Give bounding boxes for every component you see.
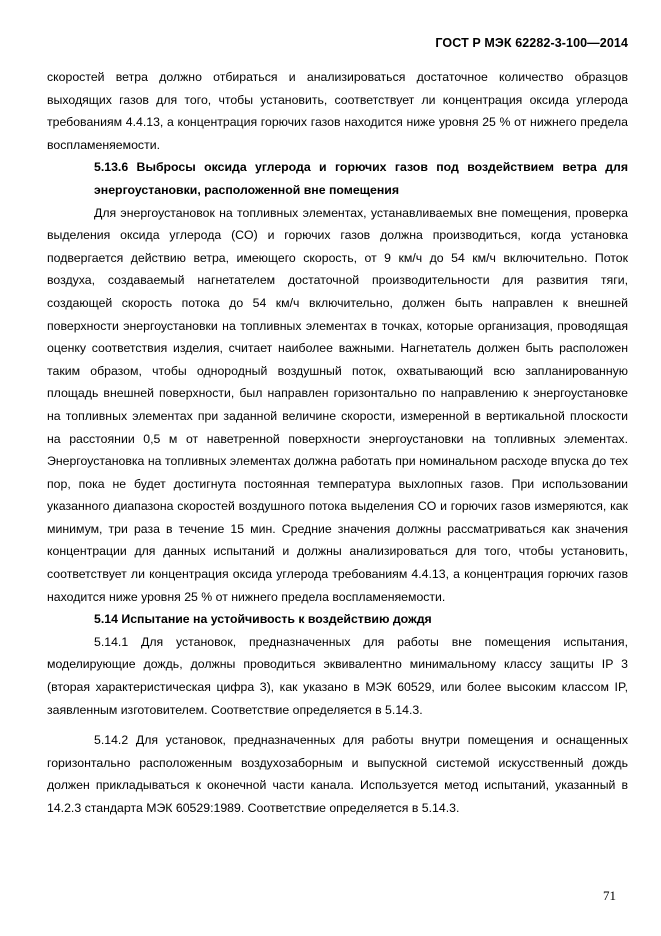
page-number: 71 — [603, 888, 616, 903]
paragraph-5-14-2: 5.14.2 Для установок, предназначенных для работы внутри помещения и оснащенных горизонтально расположенным воздухозаборным и выпускной системой искусственный дождь должен прикладываться к оконечной части канала. Используется метод испытаний, указанный в 14.2.3 стандарта МЭК 60529:1989. Соответствие определяется в 5.14.3. — [47, 733, 628, 815]
document-header-code: ГОСТ Р МЭК 62282-3-100—2014 — [435, 36, 628, 50]
paragraph-5-14-1: 5.14.1 Для установок, предназначенных для работы вне помещения испытания, моделирующие дождь, должны проводиться эквивалентно минимальному классу защиты IP 3 (вторая характеристическая цифра 3), как указано в МЭК 60529, или более высоким классом IP, заявленным изготовителем. Соответствие определяется в 5.14.3. — [47, 634, 628, 717]
section-heading-5-13-6: 5.13.6 Выбросы оксида углерода и горючих газов под воздействием ветра для энергоустановки, расположенной вне помещения — [94, 160, 628, 197]
document-body — [47, 66, 628, 820]
paragraph-wind-test: Для энергоустановок на топливных элементах, устанавливаемых вне помещения, проверка выделения оксида углерода (CO) и горючих газов должна производиться, когда установка подвергается действию ветра, имеющего скорость, от 9 км/ч до 54 км/ч включительно. Поток воздуха, создаваемый нагнетателем достаточной производительности для развития тяги, создающей скорость потока до 54 км/ч включительно, должен быть направлен к внешней поверхности энергоустановки на топливных элементах в точках, которые организация, проводящая оценку соответствия изделия, считает наиболее важными. Нагнетатель должен быть расположен таким образом, чтобы однородный воздушный поток, охватывающий всю запланированную площадь внешней поверхности, был направлен горизонтально по направлению к энергоустановке на топливных элементах при заданной величине скорости, измеренной в вертикальной плоскости на расстоянии 0,5 м от наветренной поверхности энергоустановки на топливных элементах. Энергоустановка на топливных элементах должна работать при номинальном расходе впуска до тех пор, пока не будет достигнута постоянная температура выхлопных газов. При использовании указанного диапазона скоростей воздушного потока выделения CO и горючих газов измеряются, как минимум, три раза в течение 15 мин. Средние значения должны рассматриваться как значения концентрации для данных испытаний и должны анализироваться для того, чтобы установить, соответствует ли концентрация оксида углерода требованиям 4.4.13, а концентрация горючих газов находится ниже уровня 25 % от нижнего предела воспламеняемости. — [47, 205, 628, 604]
section-heading-5-14: 5.14 Испытание на устойчивость к воздействию дождя — [94, 612, 432, 627]
paragraph-continuation: скоростей ветра должно отбираться и анализироваться достаточное количество образцов выходящих газов для того, чтобы установить, соответствует ли концентрация оксида углерода требованиям 4.4.13, а концентрация горючих газов находится ниже уровня 25 % от нижнего предела воспламеняемости. — [47, 70, 628, 152]
